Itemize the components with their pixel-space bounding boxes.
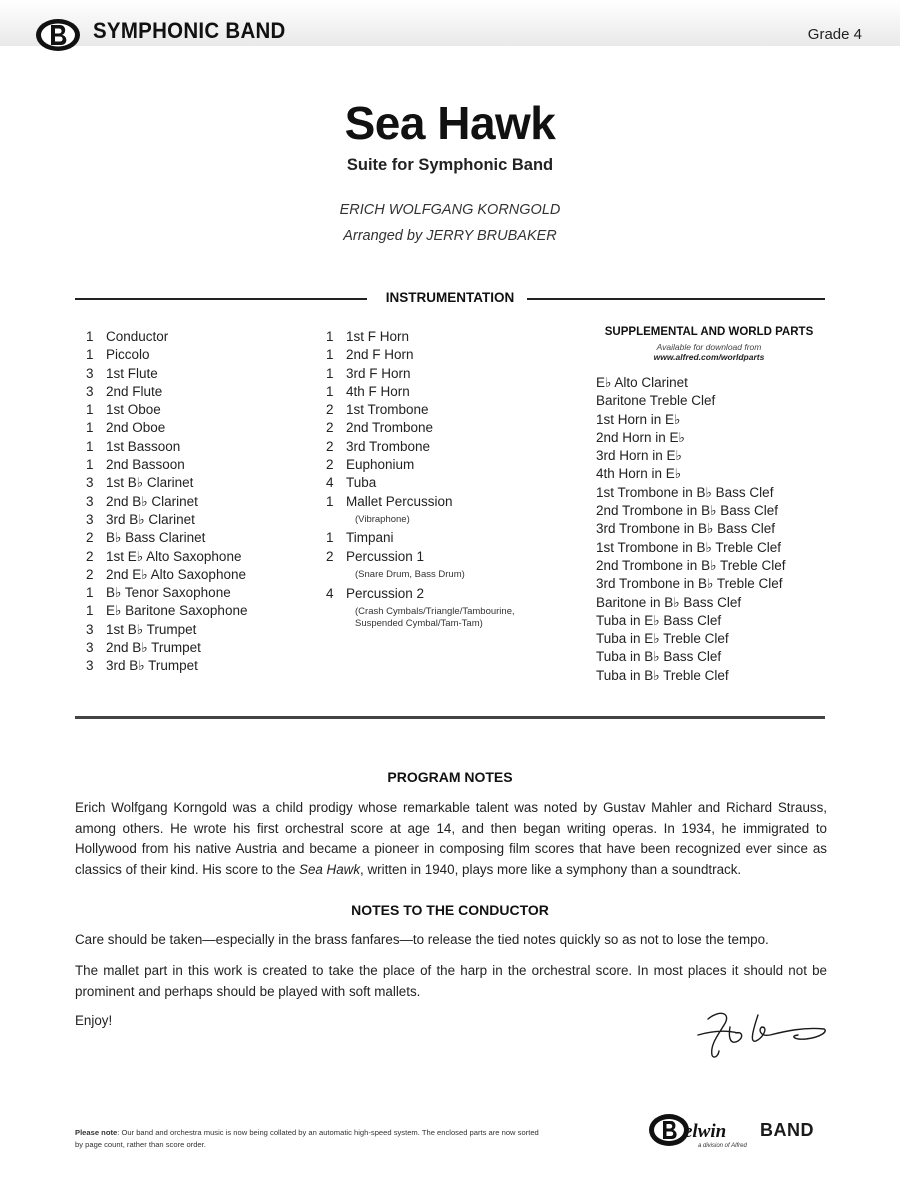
instrumentation-rule (75, 290, 825, 306)
instrument-qty: 2 (86, 566, 94, 582)
instrument-row (326, 548, 576, 566)
instrument-name: 1st Trombone (346, 402, 429, 418)
instrument-qty: 4 (326, 475, 334, 491)
instrument-column-2 (326, 328, 576, 634)
instrument-row (326, 328, 576, 346)
instrument-row (86, 493, 316, 511)
instrument-name: 1st B♭ Clarinet (106, 475, 194, 491)
divider (527, 298, 825, 300)
instrument-name: Mallet Percussion (346, 493, 453, 509)
instrument-note (326, 569, 576, 582)
supplemental-item: Tuba in B♭ Bass Clef (596, 649, 722, 665)
footer-note-text: : Our band and orchestra music is now being collated by an automatic high-speed system. The enclosed parts are now sorted by page count, rather than score order. (75, 1128, 539, 1149)
page-title: Sea Hawk (344, 97, 556, 149)
subtitle: Suite for Symphonic Band (346, 156, 554, 174)
instrument-name: B♭ Tenor Saxophone (106, 585, 231, 601)
instrument-row (86, 657, 316, 675)
instrument-row (86, 365, 316, 383)
program-notes-text-a: Erich Wolfgang Korngold was a child prodigy whose remarkable talent was noted by Gustav Mahler and Richard Strauss, among others. He wrote his first orchestral score at age 14, and then began writing operas. In 1934, he immigrated to Hollywood from his native Austria and became a pioneer in composing film scores that have been recognized ever since as classics of their kind. His score to the (75, 800, 827, 877)
instrument-name: 2nd Trombone (346, 420, 434, 436)
instrument-qty: 1 (326, 383, 334, 399)
supplemental-parts (596, 326, 836, 685)
instrument-qty: 4 (326, 585, 334, 601)
instrument-name: Euphonium (346, 457, 415, 473)
instrument-qty: 1 (326, 493, 334, 509)
instrument-note-line: (Vibraphone) (355, 513, 410, 525)
symphonic-band-logo-icon (34, 16, 82, 54)
instrument-row (86, 602, 316, 620)
instrument-row (86, 548, 316, 566)
instrument-row (86, 621, 316, 639)
signature-icon (686, 1005, 831, 1065)
instrument-name: 4th F Horn (346, 383, 410, 399)
supplemental-url: www.alfred.com/worldparts (653, 352, 765, 362)
instrument-name: 2nd Oboe (106, 420, 166, 436)
instrument-name: 1st B♭ Trumpet (106, 621, 197, 637)
instrument-name: Piccolo (106, 347, 150, 363)
instrument-name: 3rd B♭ Trumpet (106, 658, 198, 674)
svg-text:elwin: elwin (684, 1121, 727, 1142)
supplemental-item: Tuba in E♭ Treble Clef (596, 631, 729, 647)
instrument-qty: 1 (326, 530, 334, 546)
instrument-name: 1st Bassoon (106, 438, 181, 454)
supplemental-item: 2nd Trombone in B♭ Bass Clef (596, 503, 778, 519)
instrument-qty: 2 (326, 438, 334, 454)
supplemental-item: 4th Horn in E♭ (596, 466, 682, 482)
instrument-row (86, 511, 316, 529)
footer-note-label: Please note (75, 1128, 118, 1137)
instrument-row (86, 419, 316, 437)
instrument-qty: 1 (86, 585, 94, 601)
instrument-qty: 1 (86, 438, 94, 454)
conductor-note-2: The mallet part in this work is created to take the place of the harp in the orchestral score. In most places it should not be prominent and perhaps should be played with soft mallets. (75, 963, 827, 999)
program-notes-text (75, 798, 827, 880)
supplemental-note: Available for download from (656, 342, 762, 352)
instrument-row (86, 529, 316, 547)
instrument-row (326, 474, 576, 492)
instrument-qty: 2 (326, 457, 334, 473)
instrument-qty: 3 (86, 658, 94, 674)
instrument-name: Percussion 2 (346, 585, 425, 601)
composer: ERICH WOLFGANG KORNGOLD (339, 202, 561, 218)
instrument-row (326, 456, 576, 474)
instrument-qty: 2 (326, 548, 334, 564)
program-notes-heading: PROGRAM NOTES (387, 769, 513, 785)
program-notes-title-ref: Sea Hawk (299, 861, 361, 877)
instrument-qty: 3 (86, 365, 94, 381)
instrument-qty: 2 (86, 548, 94, 564)
instrument-row (326, 529, 576, 547)
instrument-name: B♭ Bass Clarinet (106, 530, 206, 546)
instrument-row (86, 401, 316, 419)
instrument-name: Percussion 1 (346, 548, 425, 564)
publisher-band-label: BAND (760, 1120, 814, 1140)
supplemental-item: Baritone in B♭ Bass Clef (596, 594, 742, 610)
section-divider (75, 716, 825, 719)
instrument-qty: 3 (86, 383, 94, 399)
instrument-qty: 3 (86, 475, 94, 491)
instrument-qty: 1 (326, 329, 334, 344)
instrument-qty: 2 (326, 420, 334, 436)
supplemental-item: 2nd Trombone in B♭ Treble Clef (596, 557, 786, 573)
supplemental-item: Tuba in E♭ Bass Clef (596, 612, 722, 628)
instrument-qty: 3 (86, 493, 94, 509)
instrument-row (86, 346, 316, 364)
instrument-name: Timpani (346, 530, 394, 546)
supplemental-item: Tuba in B♭ Treble Clef (596, 667, 729, 683)
instrument-qty: 3 (86, 621, 94, 637)
instrument-qty: 1 (86, 347, 94, 363)
conductor-notes-heading: NOTES TO THE CONDUCTOR (351, 902, 549, 918)
instrument-name: 2nd F Horn (346, 347, 414, 363)
instrument-name: 1st Flute (106, 365, 158, 381)
instrument-name: 1st E♭ Alto Saxophone (106, 548, 242, 564)
instrument-row (326, 585, 576, 603)
instrument-name: Conductor (106, 329, 169, 344)
supplemental-item: 3rd Horn in E♭ (596, 448, 682, 464)
program-notes-text-b: , written in 1940, plays more like a symphony than a soundtrack. (360, 861, 742, 877)
supplemental-item: 3rd Trombone in B♭ Bass Clef (596, 521, 775, 537)
conductor-note-1: Care should be taken—especially in the brass fanfares—to release the tied notes quickly so as not to lose the tempo. (75, 932, 769, 947)
instrument-row (86, 383, 316, 401)
instrument-row (86, 438, 316, 456)
instrument-name: Tuba (346, 475, 377, 491)
publisher-division: a division of Alfred (698, 1143, 747, 1149)
supplemental-item: Baritone Treble Clef (596, 393, 716, 409)
instrument-qty: 1 (86, 402, 94, 418)
instrument-name: 2nd B♭ Clarinet (106, 493, 198, 509)
supplemental-item: 1st Horn in E♭ (596, 411, 681, 427)
instrument-name: 3rd Trombone (346, 438, 431, 454)
instrument-note-line: Suspended Cymbal/Tam-Tam) (355, 618, 483, 630)
instrument-name: 2nd Bassoon (106, 457, 185, 473)
instrument-name: E♭ Baritone Saxophone (106, 603, 248, 619)
arranger: Arranged by JERRY BRUBAKER (343, 228, 557, 244)
instrument-name: 1st Oboe (106, 402, 161, 418)
instrument-note-line: (Snare Drum, Bass Drum) (355, 569, 465, 581)
instrument-qty: 1 (86, 457, 94, 473)
supplemental-heading: SUPPLEMENTAL AND WORLD PARTS (604, 326, 814, 338)
instrument-name: 2nd Flute (106, 383, 163, 399)
instrument-qty: 3 (86, 640, 94, 656)
supplemental-item: 1st Trombone in B♭ Bass Clef (596, 484, 774, 500)
publisher-logo (648, 1108, 833, 1156)
instrument-qty: 1 (86, 603, 94, 619)
instrument-name: 3rd F Horn (346, 365, 411, 381)
grade-label: Grade 4 (807, 26, 862, 43)
instrument-name: 3rd B♭ Clarinet (106, 511, 195, 527)
instrumentation-heading: INSTRUMENTATION (385, 290, 515, 305)
instrument-note (326, 606, 576, 631)
instrument-name: 2nd E♭ Alto Saxophone (106, 566, 246, 582)
instrument-qty: 1 (326, 347, 334, 363)
instrument-column-1 (86, 328, 316, 676)
supplemental-list (596, 374, 836, 685)
instrument-row (326, 346, 576, 364)
instrument-qty: 2 (326, 402, 334, 418)
supplemental-item: 2nd Horn in E♭ (596, 429, 685, 445)
instrument-row (326, 438, 576, 456)
instrument-row (326, 419, 576, 437)
instrument-row (326, 401, 576, 419)
instrument-name: 1st F Horn (346, 329, 410, 344)
instrument-row (86, 474, 316, 492)
instrument-row (86, 639, 316, 657)
instrument-qty: 3 (86, 511, 94, 527)
instrument-row (86, 456, 316, 474)
instrument-qty: 2 (86, 530, 94, 546)
footer-note (75, 1127, 545, 1151)
supplemental-item: 3rd Trombone in B♭ Treble Clef (596, 576, 783, 592)
instrument-qty: 1 (326, 365, 334, 381)
instrument-name: 2nd B♭ Trumpet (106, 640, 201, 656)
instrument-note-line: (Crash Cymbals/Triangle/Tambourine, (355, 605, 515, 617)
instrument-qty: 1 (86, 329, 94, 344)
instrument-qty: 1 (86, 420, 94, 436)
supplemental-item: E♭ Alto Clarinet (596, 375, 688, 390)
instrument-row (326, 365, 576, 383)
conductor-note-3: Enjoy! (75, 1013, 113, 1028)
instrument-row (86, 584, 316, 602)
instrument-row (326, 383, 576, 401)
supplemental-item: 1st Trombone in B♭ Treble Clef (596, 539, 781, 555)
instrument-row (86, 566, 316, 584)
series-title: SYMPHONIC BAND (93, 18, 286, 43)
instrument-row (86, 328, 316, 346)
instrument-note (326, 514, 576, 527)
instrument-row (326, 493, 576, 511)
